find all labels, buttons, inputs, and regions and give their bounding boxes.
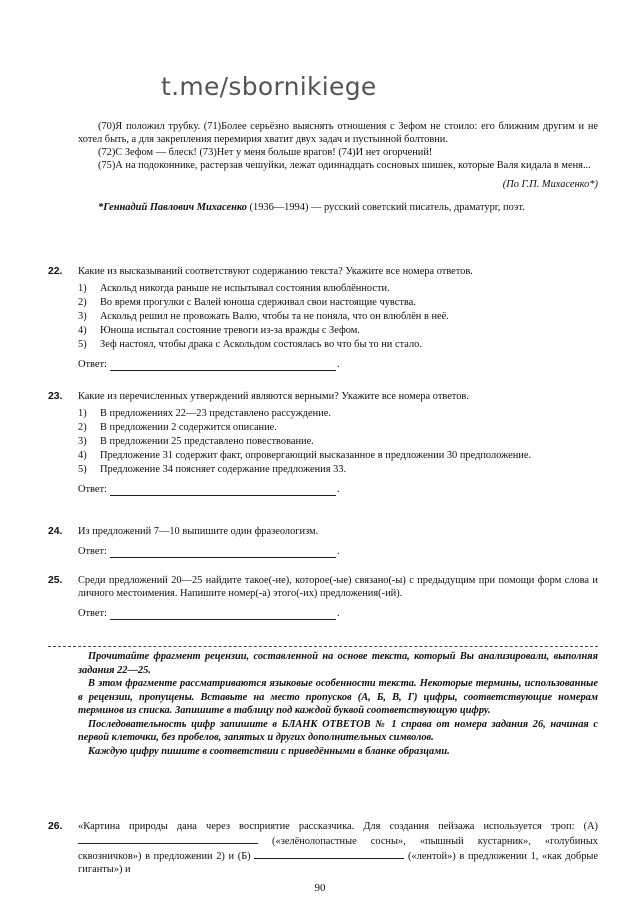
answer-label: Ответ:: [78, 484, 107, 495]
paragraph-75: (75)А на подоконнике, растерзав чешуйки, лежат одиннадцать сосновых шишек, которые Валя кидала в меня...: [98, 160, 591, 171]
text-part-1: «Картина природы дана через восприятие рассказчика. Для создания пейзажа используется троп: (А): [78, 821, 598, 832]
answer-row: Ответ: .: [78, 484, 340, 495]
option-number: 1): [78, 283, 87, 294]
answer-row: Ответ: .: [78, 359, 340, 370]
options-list: [78, 407, 598, 476]
options-list: [78, 282, 598, 351]
page-number: 90: [314, 882, 326, 894]
answer-row: Ответ: .: [78, 546, 340, 557]
instruction-line-1: Прочитайте фрагмент рецензии, составленной на основе текста, который Вы анализировали, выполняя задания 22—25.: [78, 651, 598, 676]
question-number: 22.: [48, 266, 63, 277]
option-number: 4): [78, 450, 87, 461]
option-text: Предложение 34 поясняет содержание предложения 33.: [100, 464, 347, 475]
question-text: Из предложений 7—10 выпишите один фразеологизм.: [78, 526, 319, 537]
paragraph-70: (70)Я положил трубку. (71)Более серьёзно выяснять отношения с Зефом не стоило: его ближним другим и не хотел быть, а для закрепления перемирия хватит двух задач и пустынной болтовни.: [78, 121, 598, 145]
option-text: Аскольд никогда раньше не испытывал состояния влюблённости.: [100, 283, 390, 294]
option-text: В предложении 2 содержится описание.: [100, 422, 277, 433]
question-26: [48, 820, 598, 876]
blank-b[interactable]: [254, 848, 404, 859]
answer-label: Ответ:: [78, 546, 107, 557]
text-part-2: («зелёнолопастные сосны», «пышный кустарник», «голубиных сквозничков») в предложении 2) и (Б): [78, 836, 598, 862]
option-number: 1): [78, 408, 87, 419]
question-22: [48, 265, 598, 371]
footnote-rest: (1936—1994) — русский советский писатель, драматург, поэт.: [246, 202, 525, 214]
option-number: 5): [78, 339, 87, 350]
option-text: В предложении 25 представлено повествование.: [100, 436, 314, 447]
question-text: Какие из перечисленных утверждений являются верными? Укажите все номера ответов.: [78, 391, 469, 402]
option-3: [78, 435, 598, 448]
footnote-author: *Геннадий Павлович Михасенко: [98, 202, 247, 214]
option-text: Зеф настоял, чтобы драка с Аскольдом состоялась во что бы то ни стало.: [100, 339, 422, 350]
question-text: Какие из высказываний соответствуют содержанию текста? Укажите все номера ответов.: [78, 266, 473, 277]
story-excerpt: [78, 120, 598, 214]
watermark-text: t.me/sbornikiege: [161, 72, 377, 101]
blank-a[interactable]: [78, 833, 258, 844]
option-text: Юноша испытал состояние тревоги из-за вражды с Зефом.: [100, 325, 360, 336]
answer-field[interactable]: [110, 608, 336, 620]
question-text: Среди предложений 20—25 найдите такое(-ие), которое(-ые) связано(-ы) с предыдущим при помощи форм слова и личного местоимения. Напишите номер(-а) этого(-их) предложения(-ий).: [78, 575, 598, 599]
option-1: [78, 407, 598, 420]
option-4: [78, 324, 598, 337]
option-3: [78, 310, 598, 323]
option-text: В предложениях 22—23 представлено рассуждение.: [100, 408, 331, 419]
answer-label: Ответ:: [78, 608, 107, 619]
answer-field[interactable]: [110, 359, 336, 371]
option-5: [78, 338, 598, 351]
question-number: 24.: [48, 526, 63, 537]
option-text: Аскольд решил не провожать Валю, чтобы та не поняла, что он влюблён в неё.: [100, 311, 449, 322]
question-23: [48, 390, 598, 496]
option-text: Предложение 31 содержит факт, опровергающий высказанное в предложении 30 предположение.: [100, 450, 532, 461]
section-divider: [48, 646, 598, 647]
question-text: [78, 820, 598, 876]
option-number: 3): [78, 311, 87, 322]
option-4: [78, 449, 598, 462]
answer-field[interactable]: [110, 546, 336, 558]
option-text: Во время прогулки с Валей юноша сдерживал свои настоящие чувства.: [100, 297, 416, 308]
instruction-line-2: В этом фрагменте рассматриваются языковые особенности текста. Некоторые термины, использованные в рецензии, пропущены. Вставьте на место пропусков (А, Б, В, Г) цифры, соответствующие номерам терминов из списка. Запишите в таблицу под каждой буквой соответствующую цифру.: [78, 678, 598, 716]
source-attribution: (По Г.П. Михасенко*): [502, 179, 598, 190]
paragraph-72: (72)С Зефом — блеск! (73)Нет у меня больше врагов! (74)И нет огорчений!: [98, 147, 433, 158]
answer-row: Ответ: .: [78, 608, 340, 619]
question-number: 25.: [48, 575, 63, 586]
option-5: [78, 463, 598, 476]
option-number: 2): [78, 297, 87, 308]
author-footnote: [78, 201, 598, 214]
option-number: 3): [78, 436, 87, 447]
text-part-3: («лентой») в предложении 1, «как добрые гиганты») и: [78, 851, 598, 875]
answer-field[interactable]: [110, 484, 336, 496]
option-number: 2): [78, 422, 87, 433]
option-2: [78, 296, 598, 309]
option-number: 4): [78, 325, 87, 336]
option-1: [78, 282, 598, 295]
question-number: 26.: [48, 821, 63, 832]
answer-label: Ответ:: [78, 359, 107, 370]
option-number: 5): [78, 464, 87, 475]
question-number: 23.: [48, 391, 63, 402]
option-2: [78, 421, 598, 434]
question-24: [48, 525, 598, 558]
instruction-line-4: Каждую цифру пишите в соответствии с приведёнными в бланке образцами.: [88, 745, 450, 757]
instruction-line-3: Последовательность цифр запишите в БЛАНК ОТВЕТОВ № 1 справа от номера задания 26, начиная с первой клеточки, без пробелов, запятых и других дополнительных символов.: [78, 718, 598, 743]
task-instructions: [78, 650, 598, 758]
question-25: [48, 574, 598, 620]
